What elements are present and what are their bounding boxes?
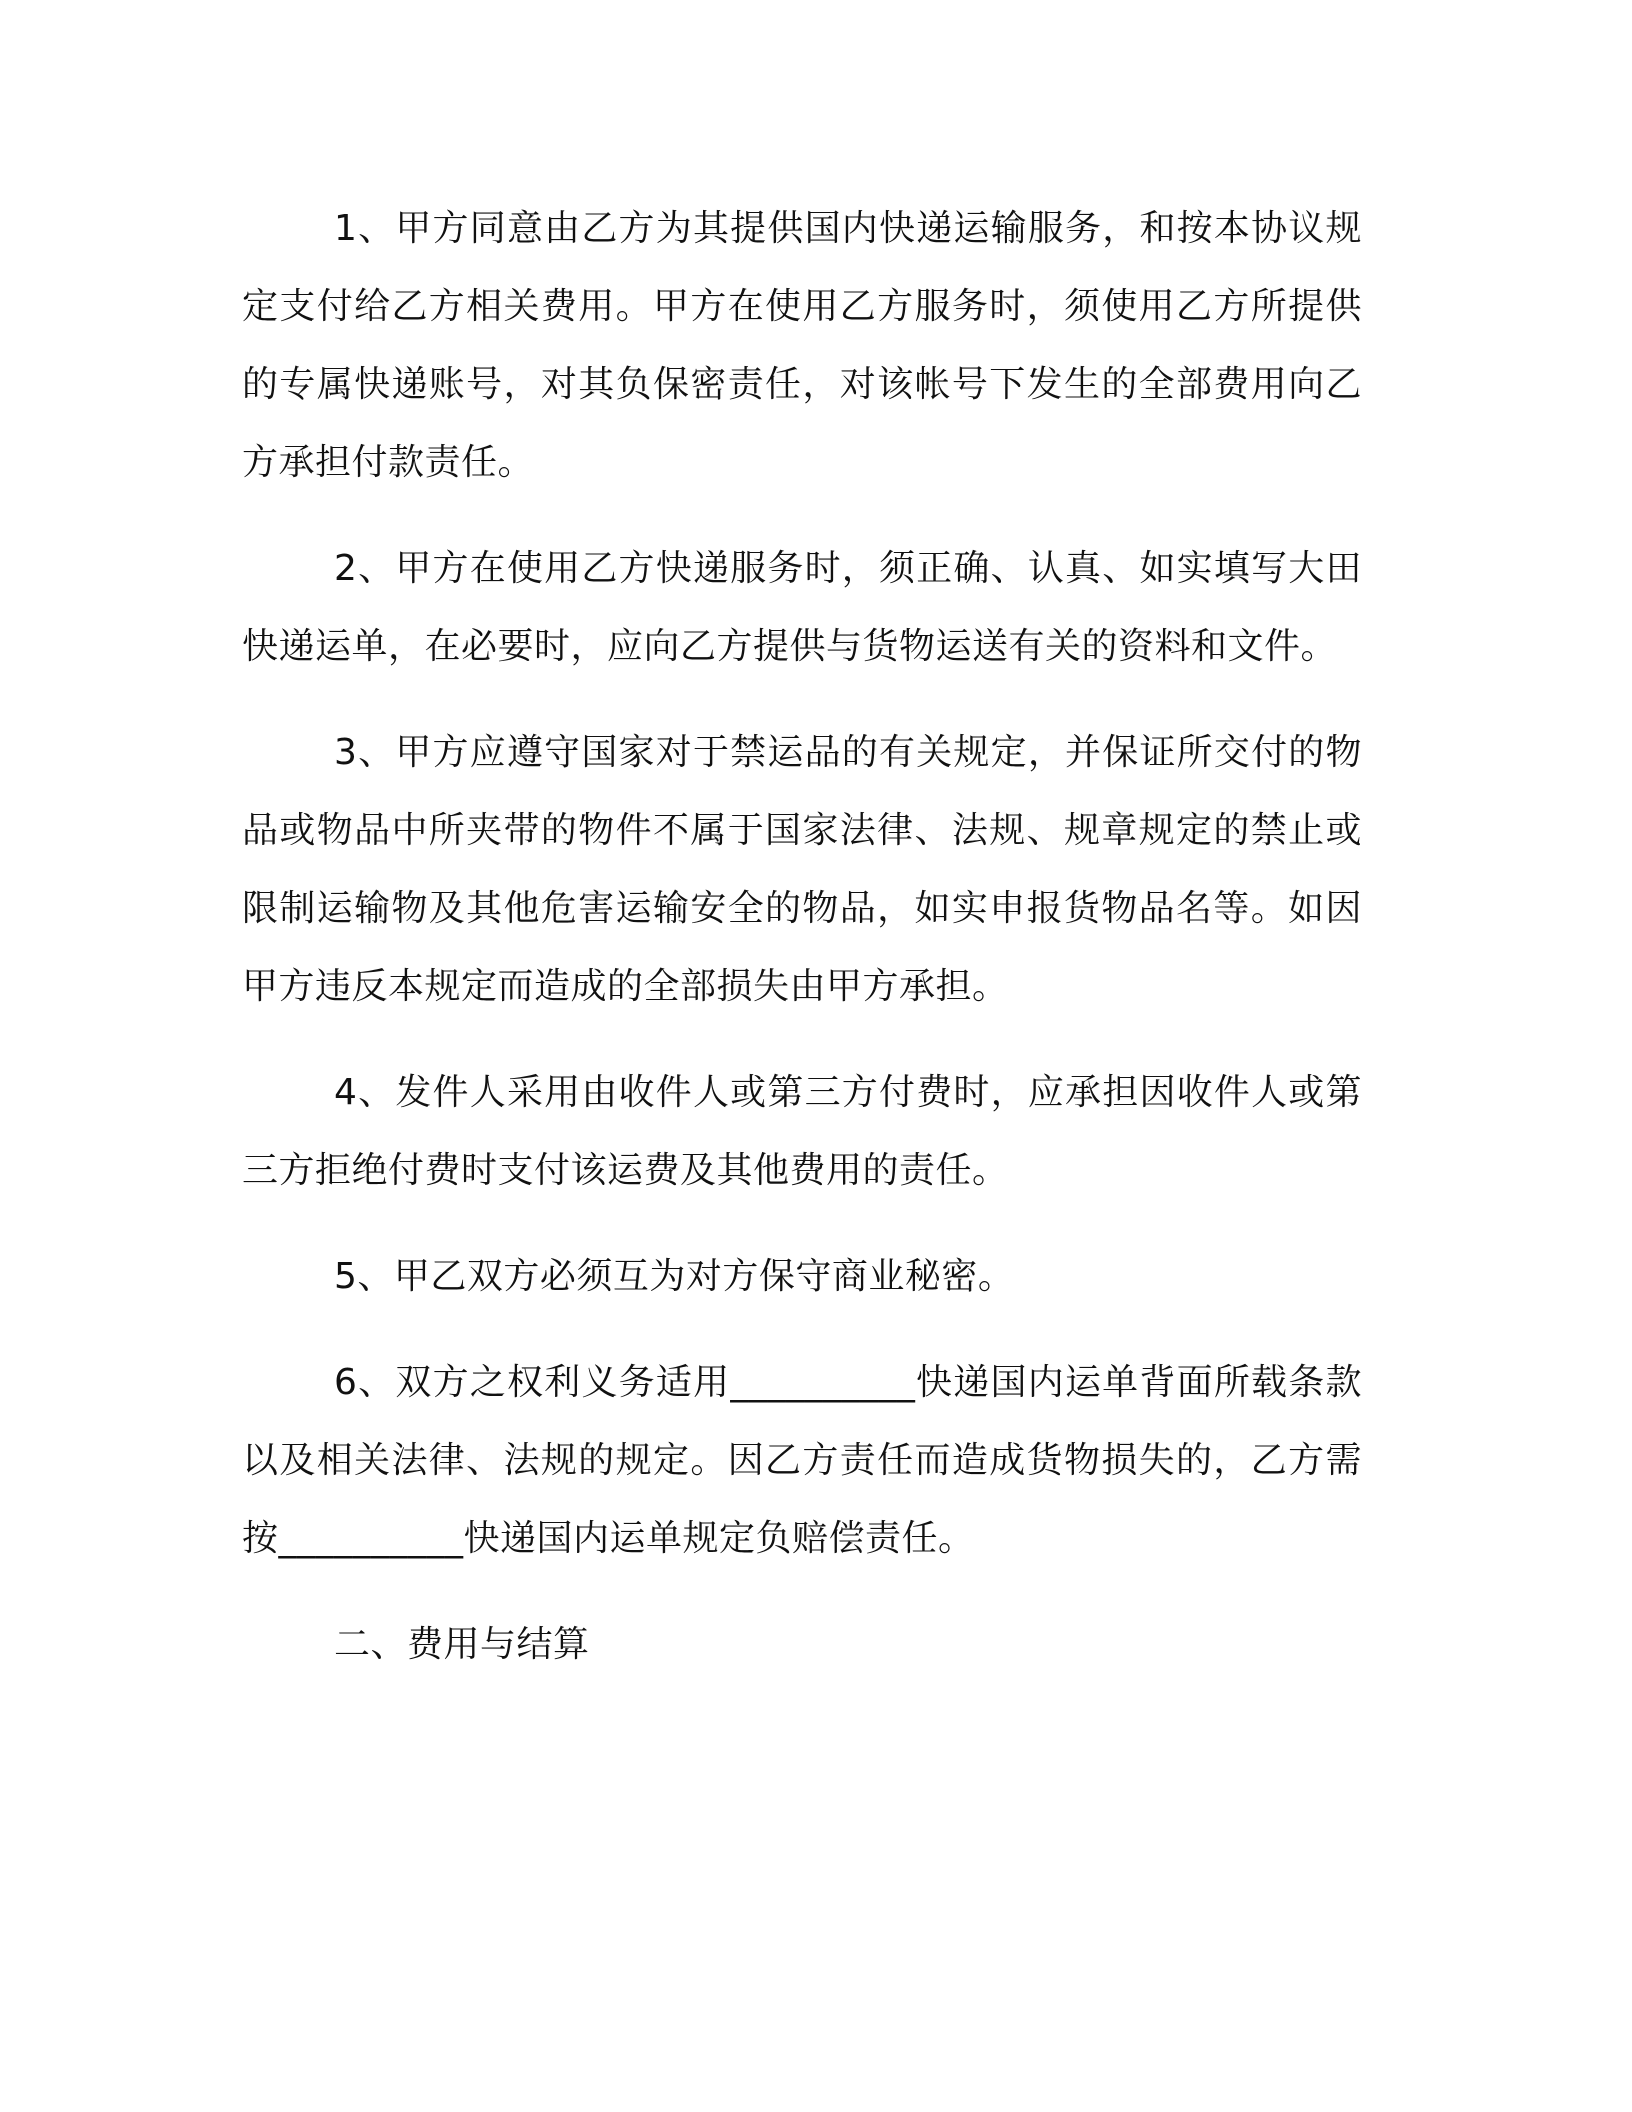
- clause-6: 6、双方之权利义务适用__________快递国内运单背面所载条款以及相关法律、法规的规定。因乙方责任而造成货物损失的，乙方需按__________快递国内运单规定负赔偿责任。: [242, 1362, 1362, 1559]
- document-body: [242, 190, 1362, 1684]
- section-heading: 二、费用与结算: [334, 1624, 590, 1665]
- clause-5: 5、甲乙双方必须互为对方保守商业秘密。: [334, 1256, 1015, 1297]
- clause-2: 2、甲方在使用乙方快递服务时，须正确、认真、如实填写大田快递运单，在必要时，应向乙方提供与货物运送有关的资料和文件。: [242, 548, 1362, 667]
- clause-4: 4、发件人采用由收件人或第三方付费时，应承担因收件人或第三方拒绝付费时支付该运费及其他费用的责任。: [242, 1072, 1362, 1191]
- clause-3: 3、甲方应遵守国家对于禁运品的有关规定，并保证所交付的物品或物品中所夹带的物件不属于国家法律、法规、规章规定的禁止或限制运输物及其他危害运输安全的物品，如实申报货物品名等。如因甲方违反本规定而造成的全部损失由甲方承担。: [242, 732, 1362, 1007]
- clause-1: 1、甲方同意由乙方为其提供国内快递运输服务，和按本协议规定支付给乙方相关费用。甲方在使用乙方服务时，须使用乙方所提供的专属快递账号，对其负保密责任，对该帐号下发生的全部费用向乙方承担付款责任。: [242, 208, 1362, 483]
